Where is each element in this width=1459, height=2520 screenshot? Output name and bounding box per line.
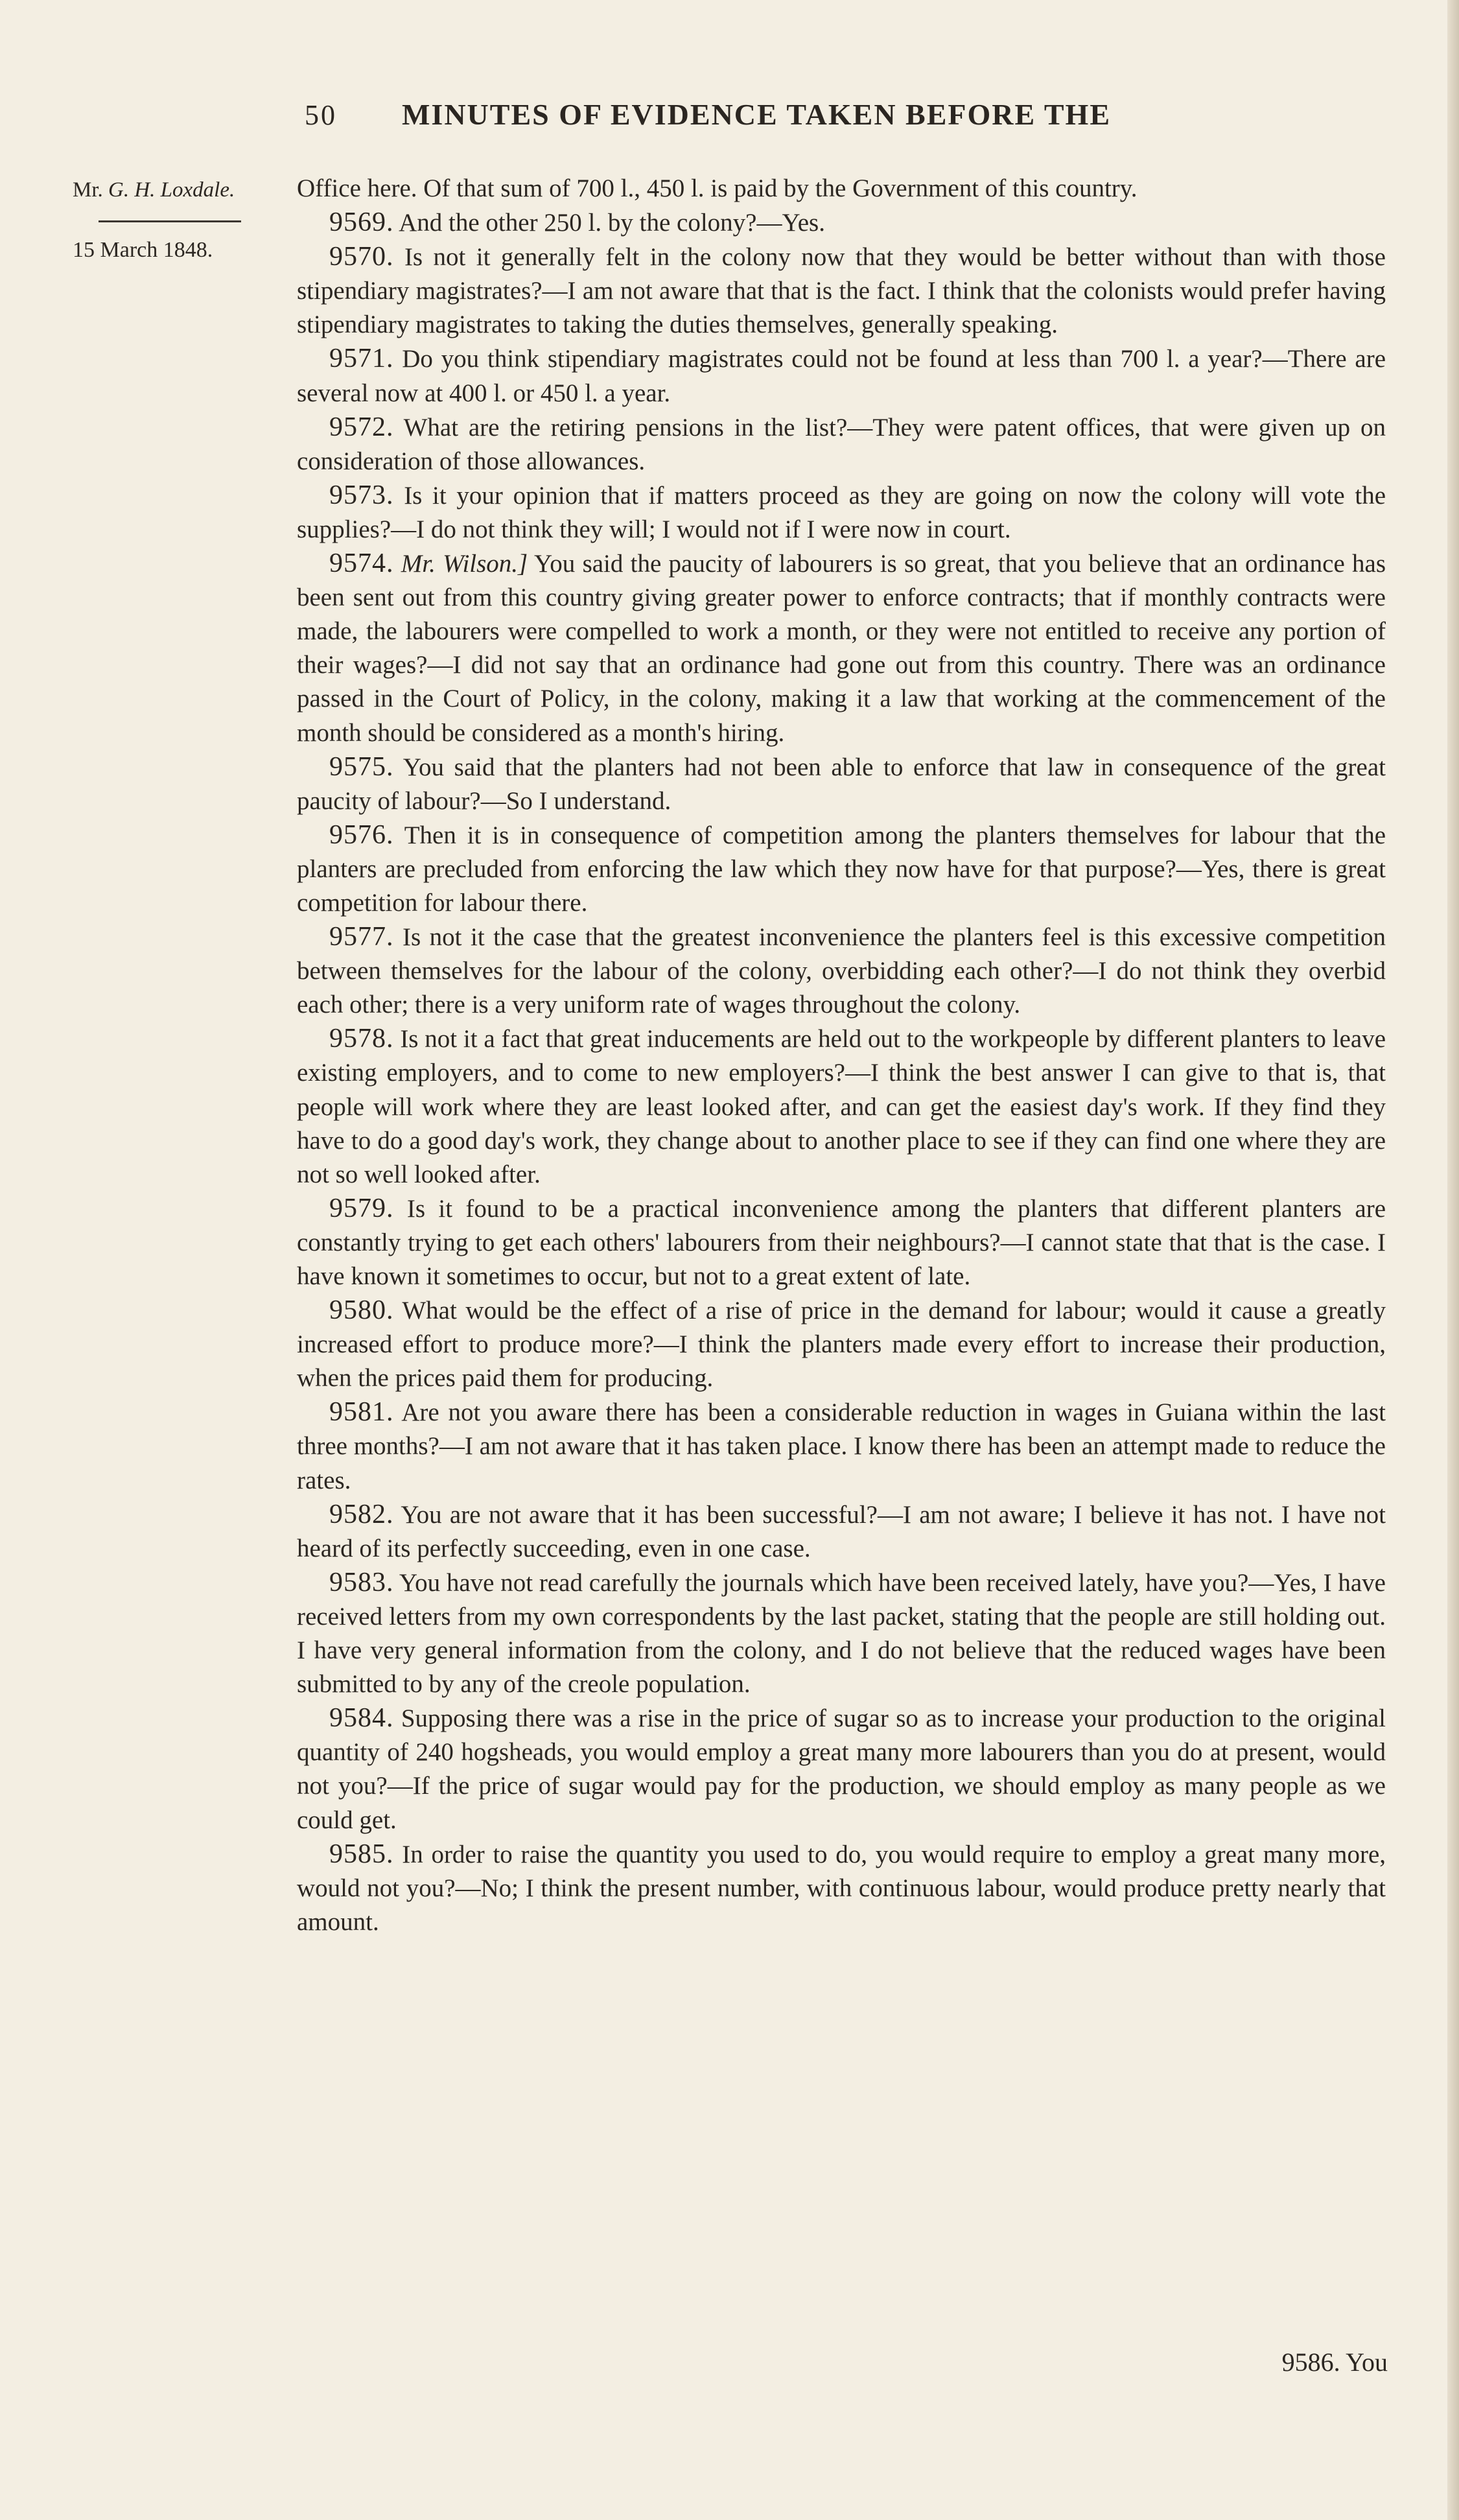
entry-text: Is it found to be a practical inconvenience among the planters that different planters are constantly trying to get each others' labourers from their neighbours?—I cannot state that that is the case. I have known it sometimes to occur, but not to a great extent of late. bbox=[297, 1194, 1386, 1290]
entry-text: You have not read carefully the journals which have been received lately, have you?—Yes, I have received letters from my own correspondents by the last packet, stating that the people are still holding out. I have very general information from the colony, and I do not believe that the reduced wages have been submitted to by any of the creole population. bbox=[297, 1568, 1386, 1699]
testimony-entry bbox=[297, 1192, 1386, 1293]
question-number: 9578. bbox=[329, 1024, 394, 1054]
entry-text: Supposing there was a rise in the price of sugar so as to increase your production to the original quantity of 240 hogsheads, you would employ a great many more labourers than you do at present, would not you?—If the price of sugar would pay for the production, we should employ as many people as we could get. bbox=[297, 1704, 1386, 1834]
entry-text: Do you think stipendiary magistrates could not be found at less than 700 l. a year?—There are several now at 400 l. or 450 l. a year. bbox=[297, 345, 1386, 407]
question-number: 9581. bbox=[329, 1397, 394, 1428]
entry-text: Then it is in consequence of competition among the planters themselves for labour that the planters are precluded from enforcing the law which they now have for that purpose?—Yes, there is great competition for labour there. bbox=[297, 821, 1386, 917]
question-number: 9584. bbox=[329, 1703, 394, 1734]
witness-name: G. H. Loxdale. bbox=[108, 178, 235, 202]
opening-paragraph: Office here. Of that sum of 700 l., 450 l. is paid by the Government of this country. bbox=[297, 174, 1138, 202]
page-number: 50 bbox=[305, 99, 337, 131]
testimony-entry bbox=[297, 240, 1386, 342]
question-number: 9576. bbox=[329, 819, 394, 850]
witness-label bbox=[73, 176, 286, 204]
page-edge-shadow bbox=[1447, 0, 1459, 2520]
question-number: 9582. bbox=[329, 1499, 394, 1529]
margin-notes bbox=[73, 176, 286, 264]
testimony-entry bbox=[297, 1498, 1386, 1566]
testimony-entry bbox=[297, 547, 1386, 750]
testimony-entry bbox=[297, 1837, 1386, 1939]
entry-text: Is it your opinion that if matters proceed as they are going on now the colony will vote the supplies?—I do not think they will; I would not if I were now in court. bbox=[297, 481, 1386, 543]
question-number: 9575. bbox=[329, 751, 394, 782]
speaker-label: Mr. Wilson.] bbox=[401, 550, 528, 578]
testimony-entry bbox=[297, 1566, 1386, 1701]
question-number: 9583. bbox=[329, 1567, 394, 1597]
entry-text: Is not it generally felt in the colony now that they would be better without than with those stipendiary magistrates?—I am not aware that that is the fact. I think that the colonists would prefer having stipendiary magistrates to taking the duties themselves, generally speaking. bbox=[297, 243, 1386, 339]
question-number: 9569. bbox=[329, 207, 394, 238]
testimony-text bbox=[297, 172, 1386, 1939]
testimony-entry bbox=[297, 410, 1386, 478]
question-number: 9585. bbox=[329, 1839, 394, 1869]
testimony-entry bbox=[297, 750, 1386, 818]
question-number: 9570. bbox=[329, 242, 394, 272]
question-number: 9580. bbox=[329, 1295, 394, 1326]
testimony-entry bbox=[297, 1701, 1386, 1837]
question-number: 9572. bbox=[329, 412, 394, 442]
question-number: 9571. bbox=[329, 344, 394, 374]
witness-prefix: Mr. bbox=[73, 178, 103, 202]
running-title: MINUTES OF EVIDENCE TAKEN BEFORE THE bbox=[402, 98, 1111, 131]
entry-text: What would be the effect of a rise of price in the demand for labour; would it cause a greatly increased effort to produce more?—I think the planters made every effort to increase their production, when the prices paid them for producing. bbox=[297, 1297, 1386, 1393]
question-number: 9574. bbox=[329, 548, 394, 579]
testimony-entry bbox=[297, 478, 1386, 547]
entry-text: In order to raise the quantity you used to do, you would require to employ a great many more, would not you?—No; I think the present number, with continuous labour, would produce pretty nearly that amount. bbox=[297, 1840, 1386, 1936]
testimony-entry bbox=[297, 818, 1386, 920]
testimony-entry bbox=[297, 342, 1386, 410]
entry-text: And the other 250 l. by the colony?—Yes. bbox=[399, 209, 825, 237]
catchword: 9586. You bbox=[1281, 2348, 1388, 2377]
question-number: 9573. bbox=[329, 480, 394, 510]
entry-text: You said the paucity of labourers is so great, that you believe that an ordinance has been sent out from this country giving greater power to enforce contracts; that if monthly contracts were made, the labourers were compelled to work a month, or they were not entitled to receive any portion of their wages?—I did not say that an ordinance had gone out from this country. There was an ordinance passed in the Court of Policy, in the colony, making it a law that working at the commencement of the month should be considered as a month's hiring. bbox=[297, 550, 1386, 747]
margin-rule bbox=[99, 220, 241, 222]
question-number: 9577. bbox=[329, 922, 394, 952]
testimony-entry bbox=[297, 1022, 1386, 1191]
testimony-entry bbox=[297, 206, 1386, 240]
entry-text: You are not aware that it has been successful?—I am not aware; I believe it has not. I have not heard of its perfectly succeeding, even in one case. bbox=[297, 1500, 1386, 1562]
question-number: 9579. bbox=[329, 1193, 394, 1223]
page-header bbox=[305, 97, 1231, 132]
entry-text: What are the retiring pensions in the list?—They were patent offices, that were given up on consideration of those allowances. bbox=[297, 413, 1386, 475]
testimony-entry bbox=[297, 920, 1386, 1022]
entry-text: Is not it a fact that great inducements are held out to the workpeople by different planters to leave existing employers, and to come to new employers?—I think the best answer I can give to that is, that people will work where they are least looked after, and can get the easiest day's work. If they find they have to do a good day's work, they change about to another place to see if they can find one where they are not so well looked after. bbox=[297, 1025, 1386, 1188]
testimony-entry bbox=[297, 1395, 1386, 1497]
entry-text: Is not it the case that the greatest inconvenience the planters feel is this excessive competition between themselves for the labour of the colony, overbidding each other?—I do not think they overbid each other; there is a very uniform rate of wages throughout the colony. bbox=[297, 923, 1386, 1019]
testimony-entry bbox=[297, 1293, 1386, 1395]
entry-text: Are not you aware there has been a considerable reduction in wages in Guiana within the last three months?—I am not aware that it has taken place. I know there has been an attempt made to reduce the rates. bbox=[297, 1398, 1386, 1494]
hearing-date: 15 March 1848. bbox=[73, 238, 213, 262]
entry-text: You said that the planters had not been able to enforce that law in consequence of the great paucity of labour?—So I understand. bbox=[297, 753, 1386, 815]
